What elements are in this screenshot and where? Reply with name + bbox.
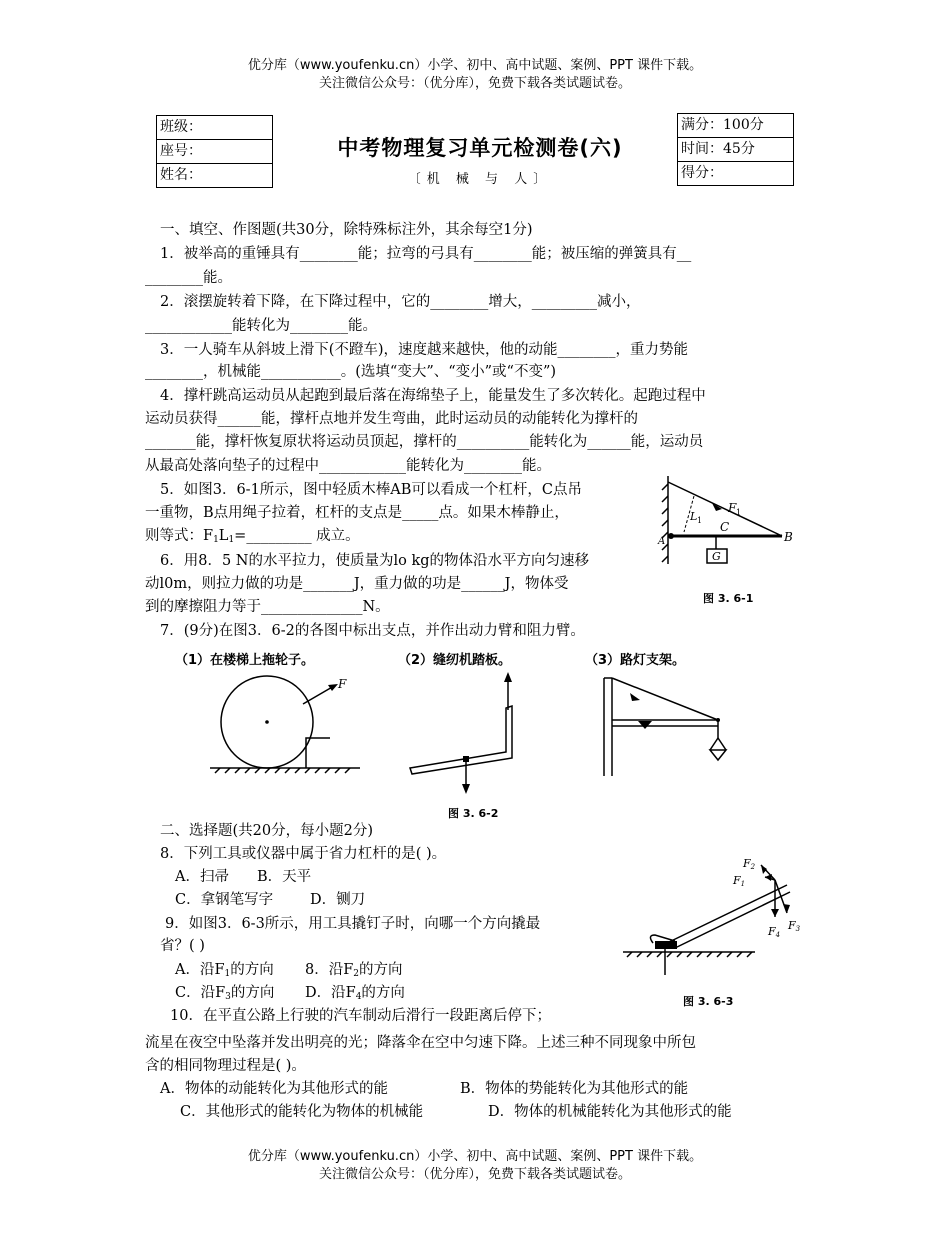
fig1-G-label: G (712, 550, 721, 563)
q4-line2: 运动员获得______能，撑杆点地并发生弯曲，此时运动员的动能转化为撑杆的 (145, 411, 638, 427)
page-footer-line1: 优分库（www.youfenku.cn）小学、初中、高中试题、案例、PPT 课件下载。 (247, 1149, 703, 1164)
name-field: 姓名： (160, 167, 202, 183)
q1-line1: 1．被举高的重锤具有________能；拉弯的弓具有________能；被压缩的弹簧具有__ (160, 246, 692, 262)
q6-line2: 动l0m，则拉力做的功是_______J，重力做的功是______J，物体受 (145, 576, 569, 592)
fig3-F3-label: F3 (788, 919, 801, 933)
figure-3-6-3 (615, 855, 815, 990)
q5-line2: 一重物，B点用绳子拉着，杠杆的支点是_____点。如果木棒静止， (145, 505, 569, 521)
svg-text:1: 1 (697, 516, 703, 525)
q8: 8．下列工具或仪器中属于省力杠杆的是( )。 (160, 846, 447, 862)
q8-option-d: D．铡刀 (310, 892, 366, 908)
fig2-F-label: F (338, 677, 347, 691)
fig2-label-3: （3）路灯支架。 (585, 653, 686, 668)
q6-line3: 到的摩擦阻力等于______________N。 (145, 599, 390, 615)
time-limit: 时间：45分 (678, 138, 793, 162)
q10-option-a: A．物体的动能转化为其他形式的能 (160, 1081, 388, 1097)
q9-line1: 9．如图3．6-3所示，用工具撬钉子时，向哪一个方向撬最 (165, 916, 541, 932)
q10-option-b: B．物体的势能转化为其他形式的能 (460, 1081, 689, 1097)
exam-subtitle: 〔机 械 与 人〕 (407, 172, 553, 187)
fig3-F1-label: F1 (733, 874, 746, 888)
page-header-line2: 关注微信公众号：（优分库），免费下载各类试题试卷。 (318, 76, 631, 91)
score-info-box (677, 113, 794, 186)
q10-option-d: D．物体的机械能转化为其他形式的能 (488, 1104, 732, 1120)
seat-field: 座号： (157, 140, 272, 164)
q10-line3: 含的相同物理过程是( )。 (145, 1058, 306, 1074)
q7: 7．(9分)在图3．6-2的各图中标出支点，并作出动力臂和阻力臂。 (160, 623, 585, 639)
fig1-A-label: A (658, 536, 666, 547)
q10-line1: 10．在平直公路上行驶的汽车制动后滑行一段距离后停下； (170, 1008, 551, 1024)
section2-heading: 二、选择题(共20分，每小题2分) (160, 823, 373, 839)
full-score: 满分：100分 (678, 114, 793, 138)
fig1-C-label: C (720, 520, 730, 534)
fig1-caption: 图 3. 6-1 (703, 592, 754, 605)
fig1-B-label: B (784, 530, 793, 544)
q3-line1: 3．一人骑车从斜坡上滑下(不蹬车)，速度越来越快，他的动能________，重力势能 (160, 342, 689, 358)
q4-line4: 从最高处落向垫子的过程中____________能转化为________能。 (145, 458, 551, 474)
q10-line2: 流星在夜空中坠落并发出明亮的光；降落伞在空中匀速下降。上述三种不同现象中所包 (145, 1035, 696, 1051)
fig2-label-2: （2）缝纫机踏板。 (398, 653, 512, 668)
fig3-F2-label: F2 (743, 857, 756, 871)
figure-3-6-1 (650, 474, 805, 609)
q4-line3: _______能，撑杆恢复原状将运动员顶起，撑杆的__________能转化为______能，运动员 (145, 434, 704, 450)
q8-option-b: B．天平 (257, 869, 312, 885)
fig1-L-label: L (690, 510, 698, 523)
q8-option-c: C．拿钢笔写字 (175, 892, 274, 908)
fig3-F4-label: F4 (768, 925, 781, 939)
page-header-line1: 优分库（www.youfenku.cn）小学、初中、高中试题、案例、PPT 课件下载。 (247, 58, 703, 73)
q1-line2: ________能。 (145, 270, 232, 286)
q8-option-a: A．扫帚 (175, 869, 229, 885)
student-info-box (156, 115, 273, 188)
figure-3-6-2 (200, 670, 760, 800)
q9-option-c: C．沿$F_3$的方向 (175, 985, 275, 1002)
fig2-label-1: （1）在楼梯上拖轮子。 (175, 653, 315, 668)
q2-line1: 2．滚摆旋转着下降，在下降过程中，它的________增大，_________减小， (160, 294, 641, 310)
q6-line1: 6．用8．5 N的水平拉力，使质量为lo kg的物体沿水平方向匀速移 (160, 553, 590, 569)
q9-option-b: 8．沿$F_2$的方向 (305, 962, 403, 979)
fig2-caption: 图 3. 6-2 (448, 807, 499, 820)
fig1-F-label: F (728, 501, 737, 515)
exam-title: 中考物理复习单元检测卷(六) (337, 136, 623, 160)
q5-line3: 则等式：$F_1L_1=\_\_\_\_\_\_\_\_\_$ 成立。 (145, 528, 360, 545)
q9-line2: 省？( ) (160, 938, 205, 954)
fig3-caption: 图 3. 6-3 (683, 995, 734, 1008)
q4-line1: 4．撑杆跳高运动员从起跑到最后落在海绵垫子上，能量发生了多次转化。起跑过程中 (160, 388, 706, 404)
q9-option-d: D．沿$F_4$的方向 (305, 985, 405, 1002)
section1-heading: 一、填空、作图题(共30分，除特殊标注外，其余每空1分) (160, 222, 533, 238)
q10-option-c: C．其他形式的能转化为物体的机械能 (180, 1104, 424, 1120)
svg-text:1: 1 (736, 508, 742, 517)
page-footer-line2: 关注微信公众号：（优分库），免费下载各类试题试卷。 (318, 1167, 631, 1182)
q9-option-a: A．沿$F_1$的方向 (175, 962, 274, 979)
q3-line2: ________，机械能___________。(选填“变大”、“变小”或“不变”) (145, 364, 557, 380)
q5-line1: 5．如图3．6-1所示，图中轻质木棒AB可以看成一个杠杆，C点吊 (160, 482, 583, 498)
score-field: 得分： (681, 165, 723, 181)
q2-line2: ____________能转化为________能。 (145, 318, 377, 334)
class-field: 班级： (157, 116, 272, 140)
